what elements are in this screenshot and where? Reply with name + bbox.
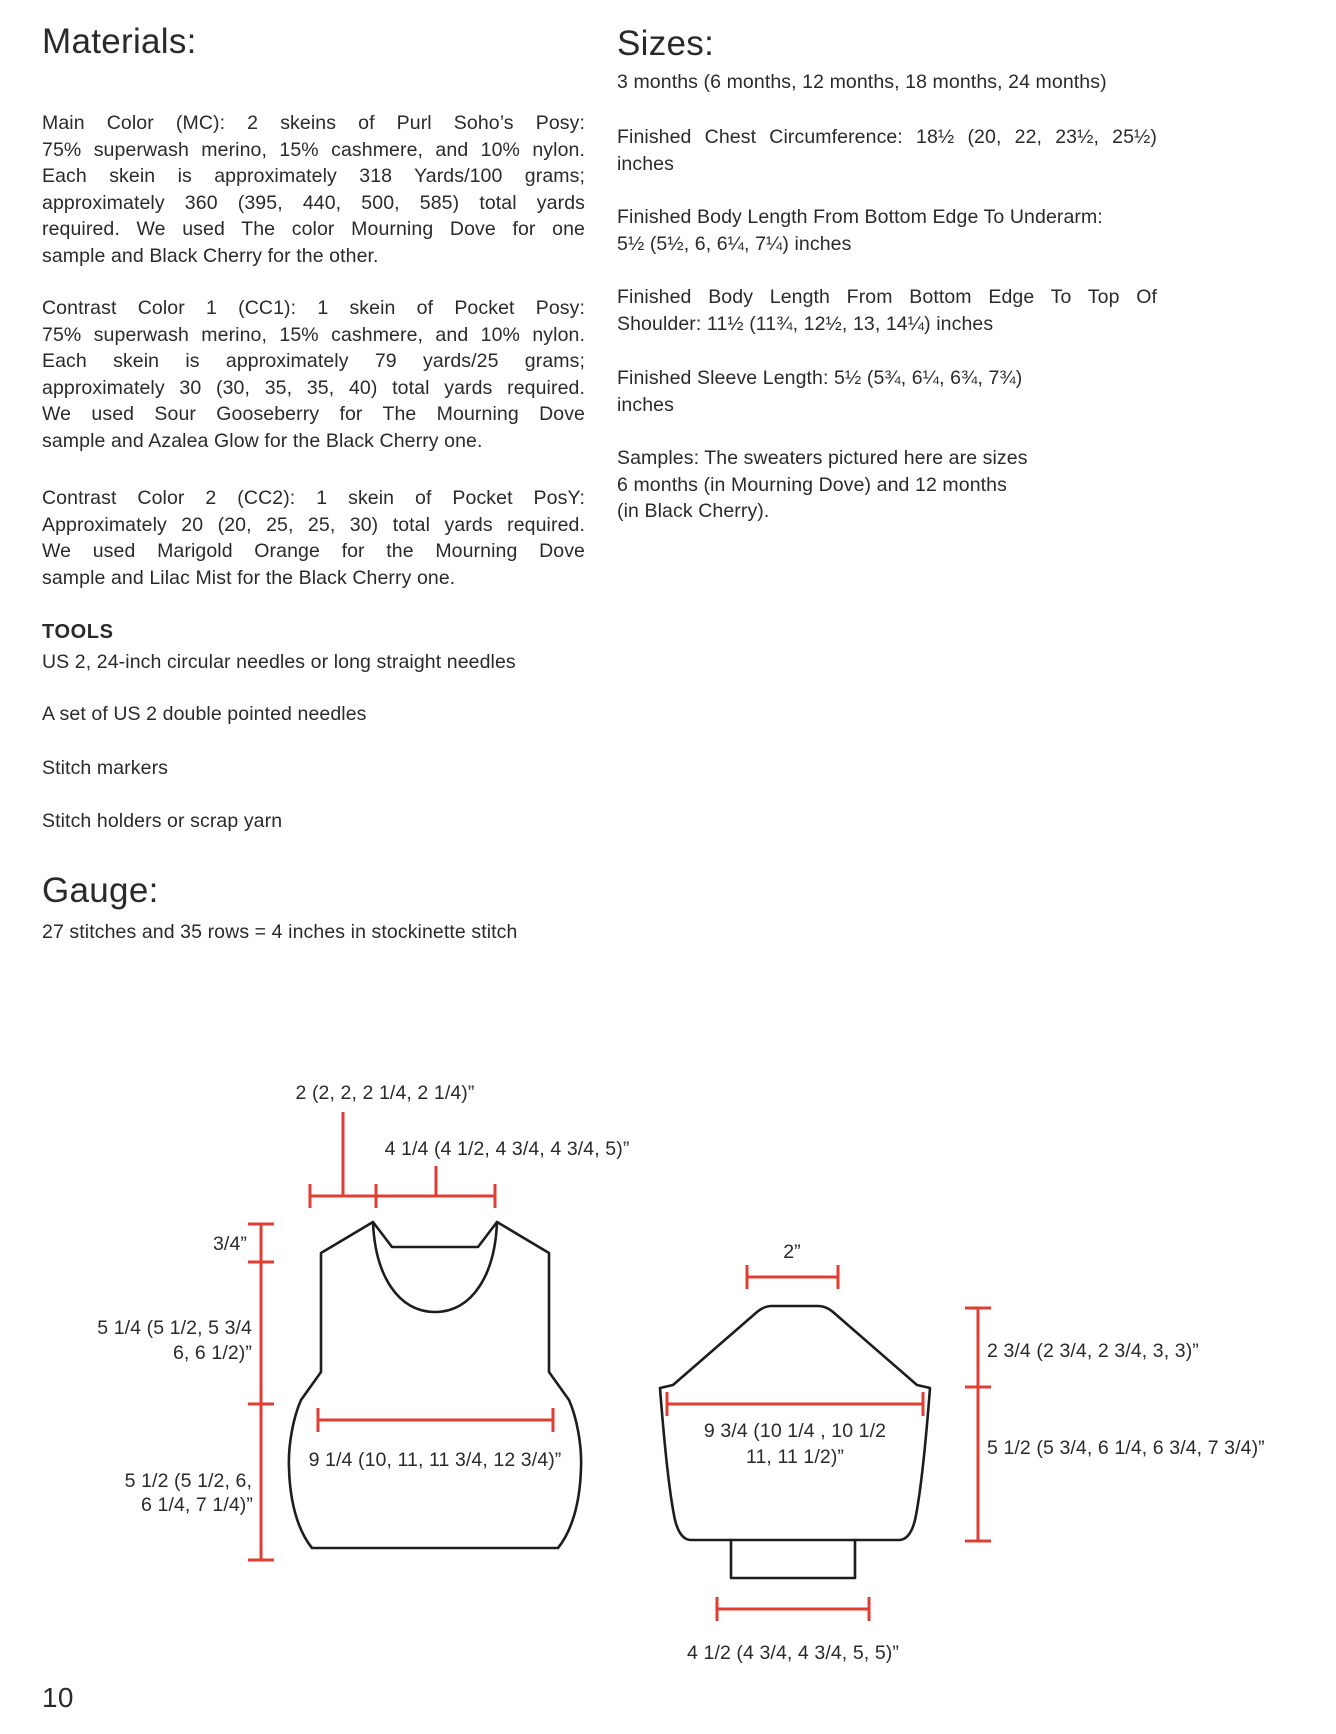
sleeve-length-paragraph: Finished Sleeve Length: 5½ (5¾, 6¼, 6¾, 7¾) inches <box>617 367 1023 416</box>
sizes-range: 3 months (6 months, 12 months, 18 months, 24 months) <box>617 71 1107 93</box>
gauge-heading: Gauge: <box>42 871 159 910</box>
contrast-color-1-paragraph: Contrast Color 1 (CC1): 1 skein of Pocket Posy: 75% superwash merino, 15% cashmere, and 10% nylon. Each skein is approximately 79 yards/25 grams; approximately 30 (30, 35, 35, 40) total yards required. We used Sour Gooseberry for The Mourning Dove sample and Azalea Glow for the Black Cherry one. <box>42 297 585 452</box>
garment-outlines <box>289 1222 930 1578</box>
front-armhole-depth-label-line2: 6, 6 1/2)” <box>172 1342 252 1364</box>
tools-item-stitch-holders: Stitch holders or scrap yarn <box>42 810 283 832</box>
main-color-paragraph: Main Color (MC): 2 skeins of Purl Soho’s Posy: 75% superwash merino, 15% cashmere, and 10% nylon. Each skein is approximately 318 Yards/100 grams; approximately 360 (395, 440, 500, 585) total yards required. We used The color Mourning Dove for one sample and Black Cherry for the other. <box>42 112 585 267</box>
sleeve-top-width-label: 2” <box>783 1241 801 1263</box>
body-length-underarm-paragraph: Finished Body Length From Bottom Edge To Underarm: 5½ (5½, 6, 6¼, 7¼) inches <box>617 206 1103 255</box>
measurement-lines <box>248 1112 991 1621</box>
front-body-length-label-line2: 6 1/4, 7 1/4)” <box>141 1494 253 1516</box>
tools-item-dpns: A set of US 2 double pointed needles <box>42 703 367 725</box>
tools-item-needles: US 2, 24-inch circular needles or long straight needles <box>42 651 516 673</box>
gauge-text: 27 stitches and 35 rows = 4 inches in stockinette stitch <box>42 921 518 943</box>
front-neckline-curve <box>373 1222 497 1312</box>
sleeve-outline <box>660 1306 930 1578</box>
contrast-color-2-paragraph: Contrast Color 2 (CC2): 1 skein of Pocket PosY: Approximately 20 (20, 25, 25, 30) total yards required. We used Marigold Orange for the Mourning Dove sample and Lilac Mist for the Black Cherry one. <box>42 487 585 589</box>
sleeve-upper-width-label-line1: 9 3/4 (10 1/4 , 10 1/2 <box>703 1420 887 1442</box>
samples-paragraph: Samples: The sweaters pictured here are sizes 6 months (in Mourning Dove) and 12 months (in Black Cherry). <box>617 447 1028 522</box>
front-armhole-depth-label-line1: 5 1/4 (5 1/2, 5 3/4 <box>97 1317 252 1339</box>
page-number: 10 <box>42 1682 74 1713</box>
sleeve-cuff-width-label: 4 1/2 (4 3/4, 4 3/4, 5, 5)” <box>687 1642 899 1664</box>
front-back-neck-depth-label: 3/4” <box>212 1233 247 1255</box>
schematic-diagram <box>0 1040 1336 1734</box>
sleeve-length-label: 5 1/2 (5 3/4, 6 1/4, 6 3/4, 7 3/4)” <box>987 1437 1265 1459</box>
materials-heading: Materials: <box>42 22 197 61</box>
front-body-length-label-line1: 5 1/2 (5 1/2, 6, <box>124 1470 252 1492</box>
front-chest-width-label: 9 1/4 (10, 11, 11 3/4, 12 3/4)” <box>308 1449 562 1471</box>
sleeve-cap-height-label: 2 3/4 (2 3/4, 2 3/4, 3, 3)” <box>987 1340 1199 1362</box>
body-length-shoulder-paragraph: Finished Body Length From Bottom Edge To Top Of Shoulder: 11½ (11¾, 12½, 13, 14¼) inches <box>617 286 1157 335</box>
front-body-outline <box>289 1222 581 1548</box>
sleeve-upper-width-label-line2: 11, 11 1/2)” <box>745 1446 845 1468</box>
chest-circumference-paragraph: Finished Chest Circumference: 18½ (20, 22, 23½, 25½) inches <box>617 126 1157 175</box>
tools-heading: TOOLS <box>42 621 114 643</box>
front-shoulder-width-label: 4 1/4 (4 1/2, 4 3/4, 4 3/4, 5)” <box>384 1138 630 1160</box>
tools-item-stitch-markers: Stitch markers <box>42 757 169 779</box>
front-neck-width-label: 2 (2, 2, 2 1/4, 2 1/4)” <box>295 1082 475 1104</box>
measurement-labels <box>97 1082 1265 1664</box>
sizes-heading: Sizes: <box>617 24 715 63</box>
